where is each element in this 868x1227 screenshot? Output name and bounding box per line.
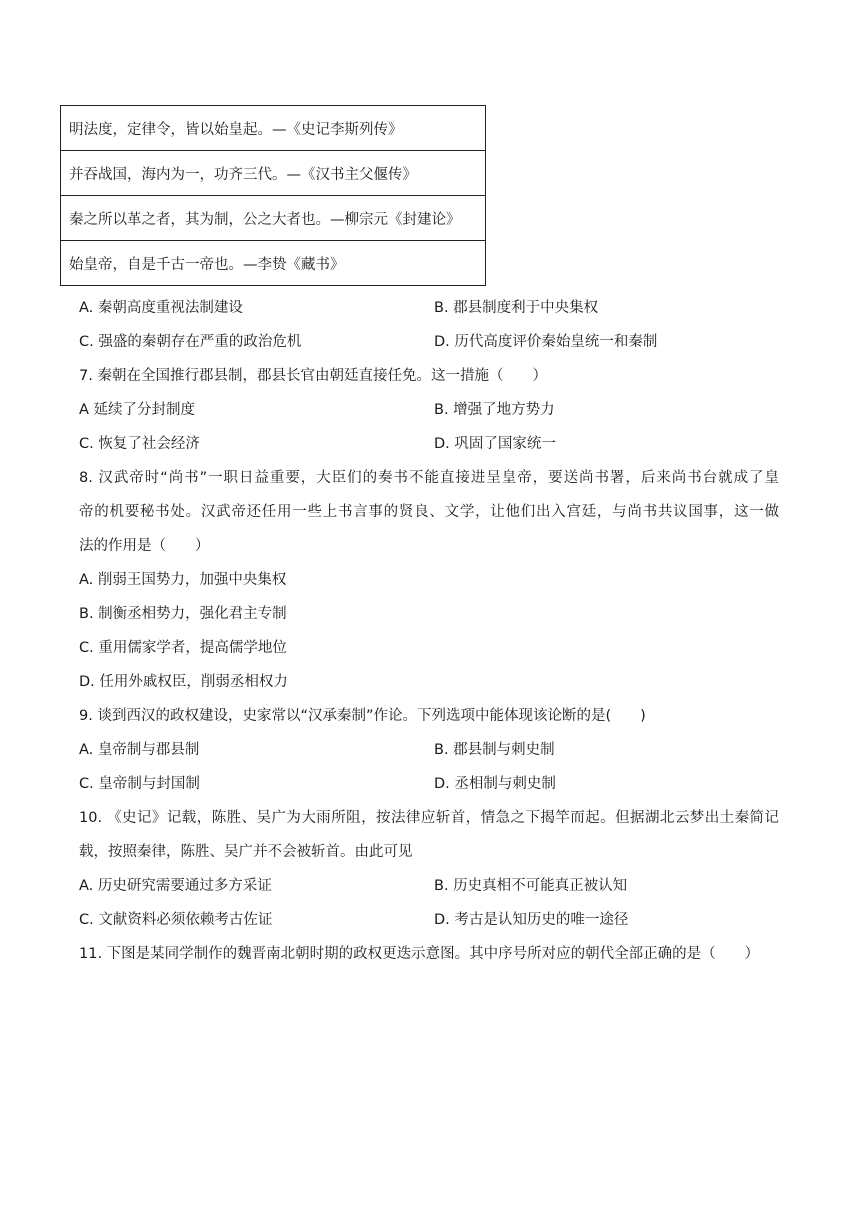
q6-option-b: B. 郡县制度利于中央集权: [434, 300, 599, 316]
q9-option-a: A. 皇帝制与郡县制: [79, 742, 200, 758]
q8-option-b: B. 制衡丞相势力，强化君主专制: [79, 606, 287, 622]
q9-option-d: D. 丞相制与刺史制: [434, 776, 556, 792]
q8-stem-line-1: 8. 汉武帝时“尚书”一职日益重要，大臣们的奏书不能直接进呈皇帝，要送尚书署，后来尚书台就成了皇: [79, 470, 779, 486]
quote-table: [60, 105, 486, 286]
q11-stem: 11. 下图是某同学制作的魏晋南北朝时期的政权更迭示意图。其中序号所对应的朝代全部正确的是（ ）: [79, 946, 760, 962]
q10-stem-line-1: 10. 《史记》记载，陈胜、吴广为大雨所阻，按法律应斩首，情急之下揭竿而起。但据湖北云梦出土秦简记: [79, 810, 779, 826]
table-cell: 始皇帝，自是千古一帝也。—李贽《藏书》: [61, 241, 486, 286]
q7-option-d: D. 巩固了国家统一: [434, 436, 556, 452]
q6-option-c: C. 强盛的秦朝存在严重的政治危机: [79, 334, 302, 350]
q9-option-b: B. 郡县制与刺史制: [434, 742, 555, 758]
q9-option-c: C. 皇帝制与封国制: [79, 776, 200, 792]
q8-option-a: A. 削弱王国势力，加强中央集权: [79, 572, 287, 588]
table-row: [61, 241, 486, 286]
table-row: [61, 196, 486, 241]
q10-stem-line-2: 载，按照秦律，陈胜、吴广并不会被斩首。由此可见: [79, 844, 413, 860]
q10-option-a: A. 历史研究需要通过多方采证: [79, 878, 272, 894]
q10-option-d: D. 考古是认知历史的唯一途径: [434, 912, 629, 928]
q6-option-d: D. 历代高度评价秦始皇统一和秦制: [434, 334, 658, 350]
q10-option-c: C. 文献资料必须依赖考古佐证: [79, 912, 273, 928]
q7-option-c: C. 恢复了社会经济: [79, 436, 200, 452]
q8-option-d: D. 任用外戚权臣，削弱丞相权力: [79, 674, 288, 690]
table-cell: 明法度，定律令，皆以始皇起。—《史记李斯列传》: [61, 106, 486, 151]
table-cell: 并吞战国，海内为一，功齐三代。—《汉书主父偃传》: [61, 151, 486, 196]
table-row: [61, 151, 486, 196]
table-row: [61, 106, 486, 151]
q7-stem: 7. 秦朝在全国推行郡县制，郡县长官由朝廷直接任免。这一措施（ ）: [79, 368, 547, 384]
q8-stem-line-2: 帝的机要秘书处。汉武帝还任用一些上书言事的贤良、文学，让他们出入宫廷，与尚书共议国事，这一做: [79, 504, 779, 520]
q10-option-b: B. 历史真相不可能真正被认知: [434, 878, 628, 894]
q9-stem: 9. 谈到西汉的政权建设，史家常以“汉承秦制”作论。下列选项中能体现该论断的是( ): [79, 708, 646, 724]
q8-stem-line-3: 法的作用是（ ）: [79, 538, 210, 554]
table-cell: 秦之所以革之者，其为制，公之大者也。—柳宗元《封建论》: [61, 196, 486, 241]
q6-option-a: A. 秦朝高度重视法制建设: [79, 300, 243, 316]
q7-option-a: A 延续了分封制度: [79, 402, 196, 418]
q8-option-c: C. 重用儒家学者，提高儒学地位: [79, 640, 287, 656]
q7-option-b: B. 增强了地方势力: [434, 402, 555, 418]
